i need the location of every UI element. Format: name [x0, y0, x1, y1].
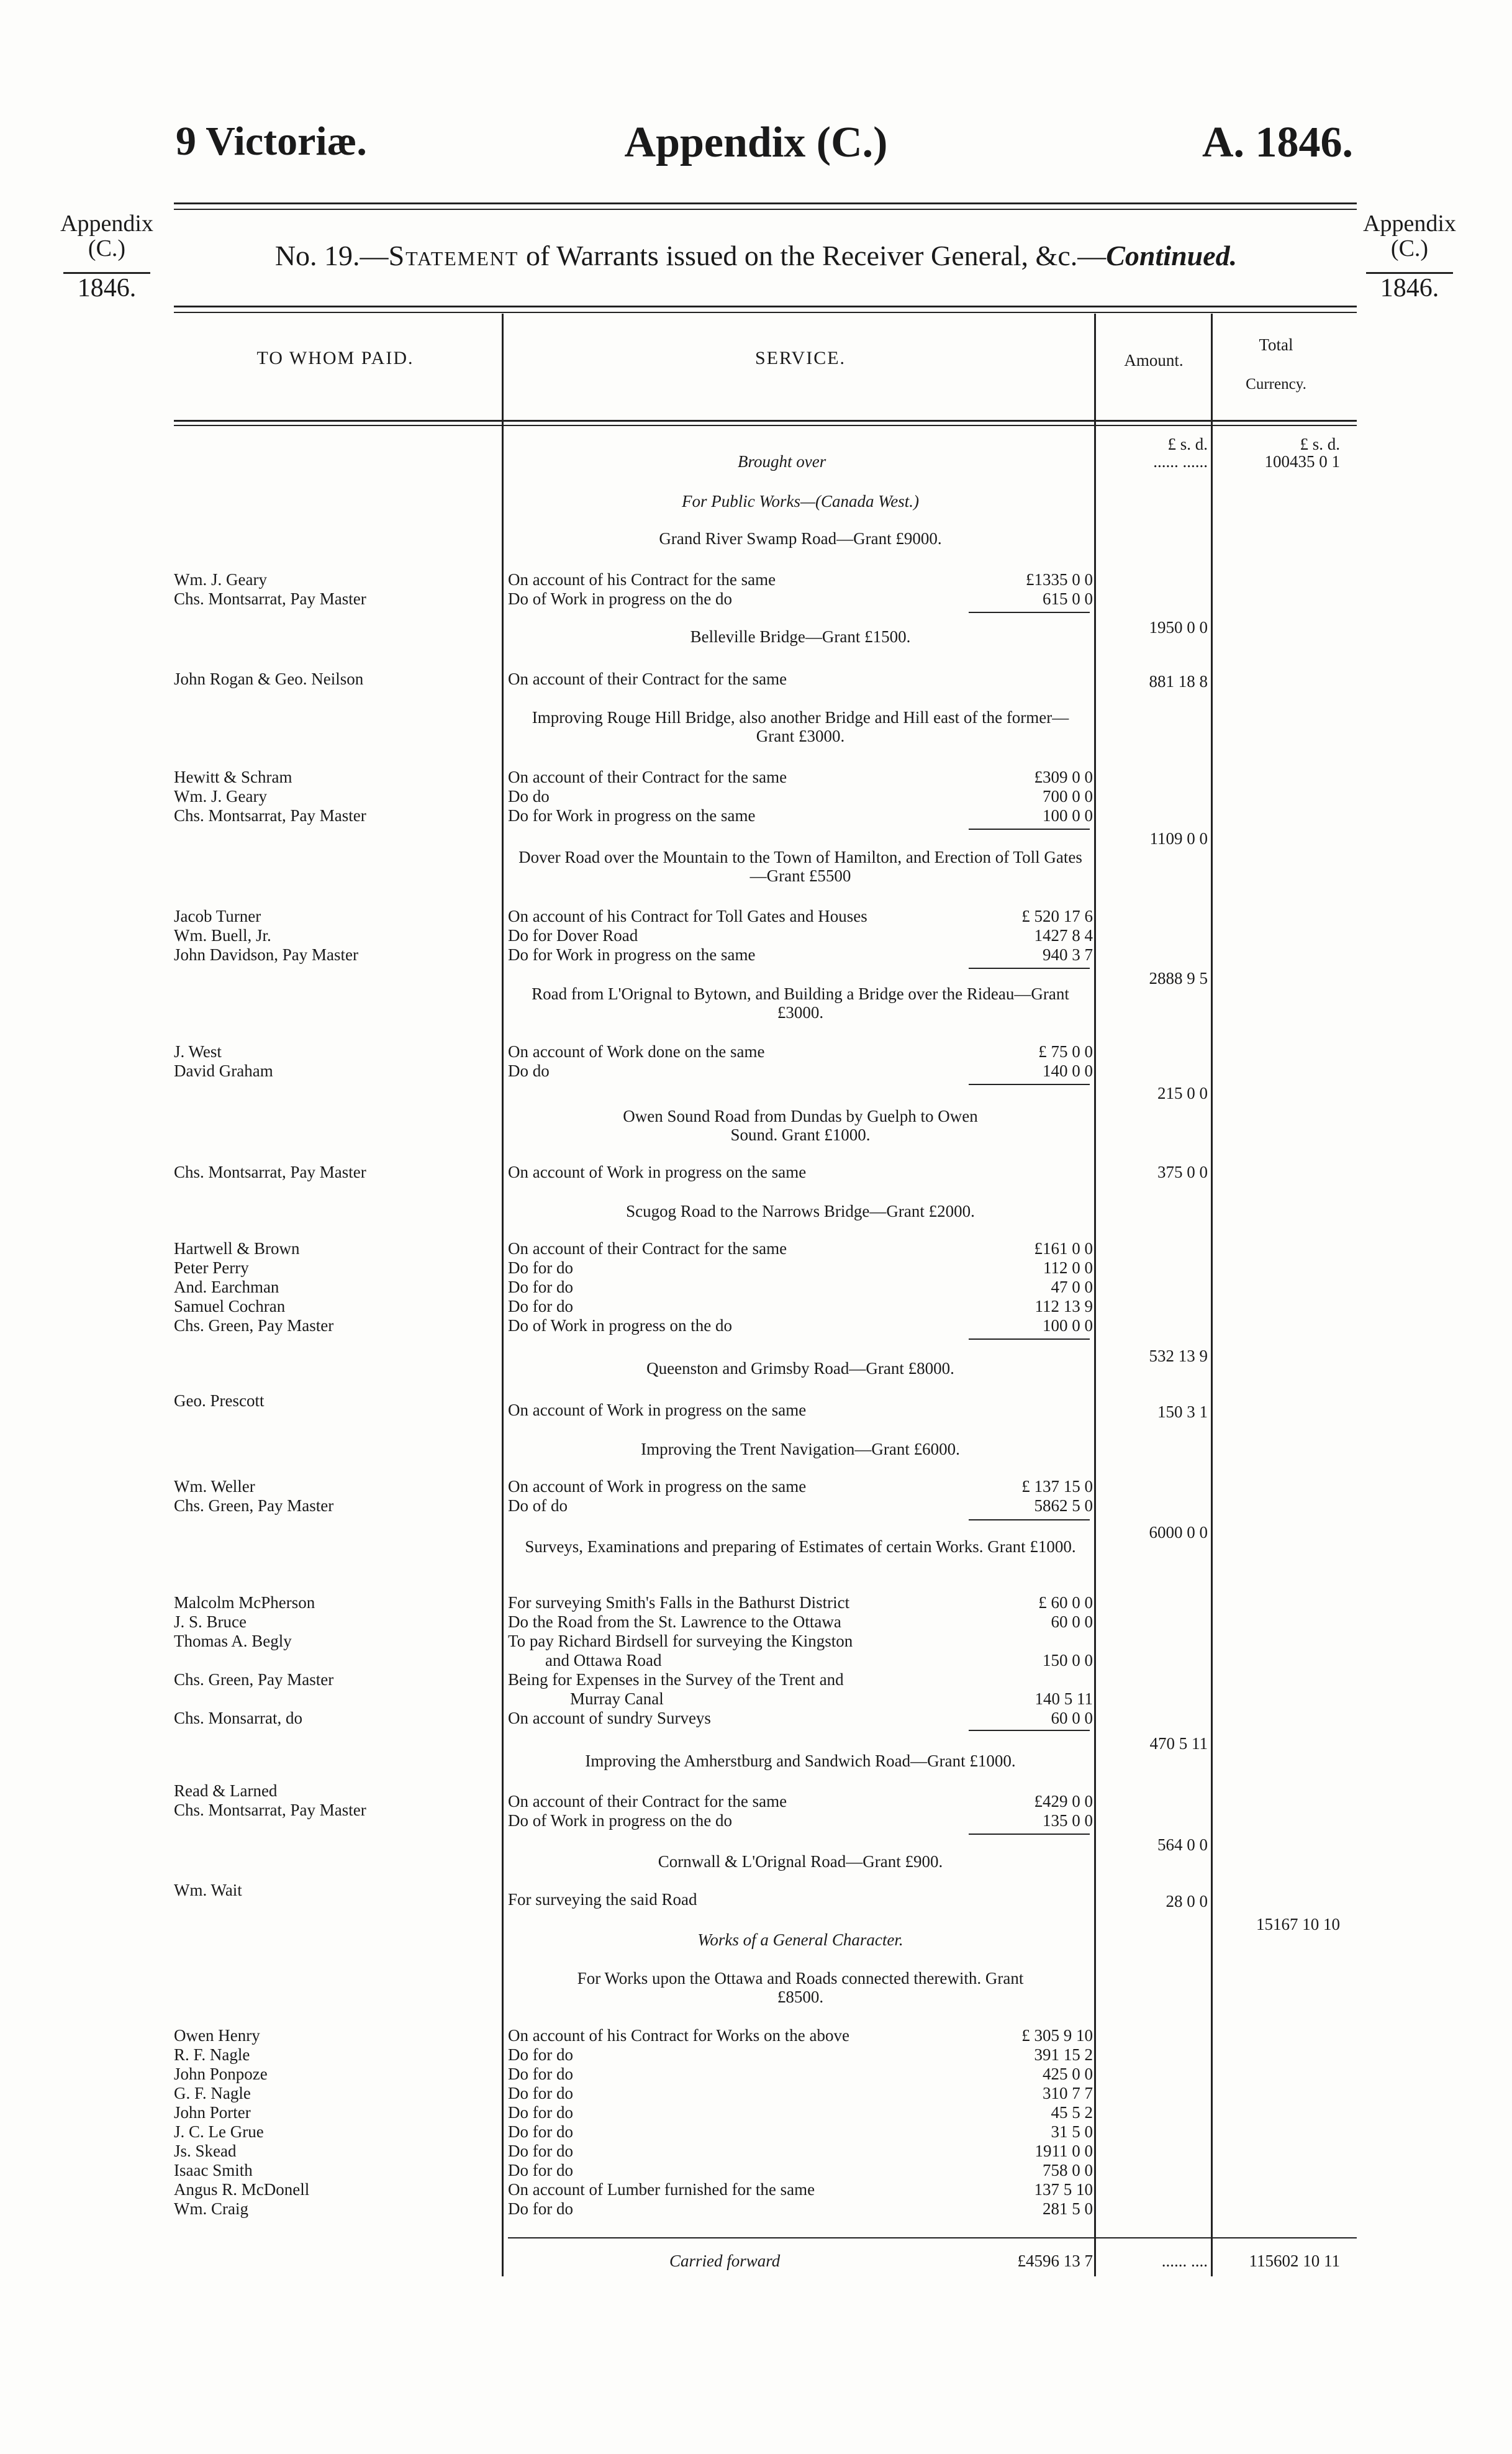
subtotal-rule	[969, 1338, 1090, 1340]
subtotal-rule	[969, 968, 1090, 969]
lorignal-title: Road from L'Orignal to Bytown, and Building a Bridge over the Rideau—Grant £3000.	[532, 984, 1069, 1022]
brought-over-total: 100435 0 1	[1264, 452, 1340, 471]
subtotal-rule	[969, 1834, 1090, 1835]
payee: Thomas A. Begly	[174, 1632, 292, 1650]
scugog-payees	[174, 1239, 497, 1335]
service-value: £429 0 0	[1034, 1792, 1093, 1811]
trent-amount: 6000 0 0	[1149, 1523, 1208, 1542]
belleville-amount: 881 18 8	[1149, 672, 1208, 691]
lorignal-amount: 215 0 0	[1157, 1084, 1208, 1102]
service-text: Do for do	[508, 2122, 573, 2141]
service-text: On account of their Contract for the same	[508, 768, 787, 786]
service-value: 140 0 0	[1043, 1061, 1093, 1080]
subtotal-rule	[969, 612, 1090, 613]
service-value: 137 5 10	[1034, 2180, 1093, 2199]
service-text: Do for do	[508, 2084, 573, 2102]
public-works-total: 15167 10 10	[1256, 1915, 1340, 1934]
queenston-line: On account of Work in progress on the same	[508, 1401, 807, 1419]
header-rule2	[174, 425, 1357, 426]
service-value: 112 0 0	[1043, 1258, 1093, 1277]
service-value: 47 0 0	[1051, 1278, 1093, 1296]
surveys-payees	[174, 1593, 497, 1728]
service-text: On account of his Contract for Works on the above	[508, 2026, 849, 2045]
trent-title: Improving the Trent Navigation—Grant £6000.	[641, 1440, 960, 1458]
surveys-title: Surveys, Examinations and preparing of Estimates of certain Works. Grant £1000.	[525, 1537, 1076, 1556]
service-text: On account of their Contract for the same	[508, 1792, 787, 1811]
payee	[174, 1689, 497, 1709]
payee: Wm. J. Geary	[174, 570, 267, 589]
grand-river-lines	[508, 570, 1093, 609]
amherstburg-lines	[508, 1792, 1093, 1830]
service-value: 100 0 0	[1043, 1316, 1093, 1335]
service-text: Do the Road from the St. Lawrence to the Ottawa	[508, 1612, 841, 1631]
side-left-line1: Appendix	[60, 211, 153, 237]
header-appendix: Appendix (C.)	[624, 119, 888, 166]
service-text: On account of his Contract for the same	[508, 570, 776, 589]
service-value: 45 5 2	[1051, 2103, 1093, 2122]
service-value: 31 5 0	[1051, 2122, 1093, 2141]
service-value: £ 305 9 10	[1021, 2026, 1093, 2045]
rouge-amount: 1109 0 0	[1149, 829, 1208, 848]
cornwall-title: Cornwall & L'Orignal Road—Grant £900.	[658, 1852, 943, 1871]
service-text: Do for Dover Road	[508, 926, 638, 945]
service-text: Do for do	[508, 2199, 573, 2218]
payee: G. F. Nagle	[174, 2084, 251, 2102]
payee	[174, 1651, 497, 1670]
scugog-title: Scugog Road to the Narrows Bridge—Grant £2000.	[626, 1202, 975, 1220]
service-text: Do for do	[508, 2103, 573, 2122]
col-head-total-2: Currency.	[1246, 376, 1306, 393]
trent-lines	[508, 1477, 1093, 1516]
service-text: Do for Work in progress on the same	[508, 945, 756, 964]
cornwall-payee: Wm. Wait	[174, 1881, 242, 1899]
side-left-year: 1846.	[77, 274, 137, 302]
header-session: 9 Victoriæ.	[176, 119, 367, 164]
payee: Chs. Monsarrat, do	[174, 1709, 302, 1727]
grand-river-title: Grand River Swamp Road—Grant £9000.	[659, 529, 942, 548]
payee: John Davidson, Pay Master	[174, 945, 358, 964]
service-value: 700 0 0	[1043, 787, 1093, 806]
rouge-payees	[174, 768, 497, 825]
service-value: 391 15 2	[1034, 2045, 1093, 2064]
service-text: Murray Canal	[570, 1689, 664, 1708]
payee: David Graham	[174, 1061, 273, 1080]
side-right-year: 1846.	[1380, 274, 1439, 302]
payee: Isaac Smith	[174, 2161, 253, 2179]
header-rule	[174, 420, 1357, 422]
section-general-works: Works of a General Character.	[697, 1930, 903, 1949]
carried-rule	[508, 2237, 1357, 2238]
service-text: Do do	[508, 1061, 550, 1080]
service-value: £ 137 15 0	[1021, 1477, 1093, 1496]
payee: Wm. J. Geary	[174, 787, 267, 806]
amherstburg-title: Improving the Amherstburg and Sandwich Road—Grant £1000.	[585, 1752, 1016, 1770]
scugog-lines	[508, 1239, 1093, 1335]
side-right-line2: (C.)	[1390, 235, 1429, 261]
payee: Wm. Craig	[174, 2199, 248, 2218]
service-value: 135 0 0	[1043, 1811, 1093, 1830]
service-value: 1427 8 4	[1034, 926, 1093, 945]
payee: Hewitt & Schram	[174, 768, 292, 786]
carried-forward-amount: ...... ....	[1161, 2252, 1208, 2270]
service-value: £161 0 0	[1034, 1239, 1093, 1258]
payee: Angus R. McDonell	[174, 2180, 310, 2199]
grand-river-payees	[174, 570, 497, 609]
header-year: A. 1846.	[1202, 119, 1353, 166]
subtotal-rule	[969, 829, 1090, 830]
payee: J. West	[174, 1042, 222, 1061]
title-main: of Warrants issued on the Receiver General, &c.—	[518, 240, 1107, 271]
payee: Hartwell & Brown	[174, 1239, 300, 1258]
service-value: 100 0 0	[1043, 806, 1093, 825]
service-text: On account of his Contract for Toll Gates and Houses	[508, 907, 867, 925]
service-value	[969, 1632, 1093, 1651]
service-text: On account of Work in progress on the same	[508, 1477, 807, 1496]
service-value: £309 0 0	[1034, 768, 1093, 786]
queenston-amount: 150 3 1	[1157, 1402, 1208, 1421]
lorignal-payees	[174, 1042, 497, 1081]
service-text: Do for do	[508, 2161, 573, 2179]
payee: Jacob Turner	[174, 907, 261, 925]
service-text: To pay Richard Birdsell for surveying the Kingston	[508, 1632, 853, 1650]
payee: Owen Henry	[174, 2026, 260, 2045]
owen-sound-payee: Chs. Montsarrat, Pay Master	[174, 1163, 366, 1181]
service-value: 758 0 0	[1043, 2161, 1093, 2179]
queenston-payee: Geo. Prescott	[174, 1391, 265, 1410]
payee: J. C. Le Grue	[174, 2122, 264, 2141]
section-public-works: For Public Works—(Canada West.)	[682, 492, 919, 511]
service-text: On account of their Contract for the same	[508, 1239, 787, 1258]
payee: Chs. Montsarrat, Pay Master	[174, 589, 366, 608]
carried-forward-total: 115602 10 11	[1249, 2252, 1340, 2270]
brought-over-label: Brought over	[738, 452, 826, 471]
statement-title	[0, 239, 1512, 272]
service-value: 60 0 0	[1051, 1612, 1093, 1631]
service-text: Do for do	[508, 2142, 573, 2160]
title-rule-top2	[174, 209, 1357, 210]
service-text: Do for do	[508, 1297, 573, 1316]
carried-forward-label: Carried forward	[669, 2252, 781, 2270]
service-text: Do of do	[508, 1496, 568, 1515]
service-value: 112 13 9	[1034, 1297, 1093, 1316]
side-right-line1: Appendix	[1363, 211, 1456, 237]
title-prefix: No. 19.—	[274, 240, 389, 271]
title-rule-bottom2	[174, 312, 1357, 313]
payee: Read & Larned	[174, 1781, 278, 1800]
col-line-3	[1211, 314, 1213, 2276]
lsd-amount: £ s. d.	[1167, 435, 1208, 453]
subtotal-rule	[969, 1084, 1090, 1085]
grand-river-amount: 1950 0 0	[1149, 618, 1208, 637]
owen-sound-amount: 375 0 0	[1157, 1163, 1208, 1181]
service-value: 425 0 0	[1043, 2065, 1093, 2083]
belleville-payee: John Rogan & Geo. Neilson	[174, 670, 364, 688]
service-text: On account of Lumber furnished for the same	[508, 2180, 815, 2199]
payee: J. S. Bruce	[174, 1612, 247, 1631]
queenston-title: Queenston and Grimsby Road—Grant £8000.	[646, 1359, 954, 1378]
payee: Chs. Green, Pay Master	[174, 1670, 334, 1689]
lsd-total: £ s. d.	[1300, 435, 1340, 453]
dover-amount: 2888 9 5	[1149, 969, 1208, 988]
service-value: 60 0 0	[1051, 1709, 1093, 1727]
carried-forward-row	[508, 2252, 1093, 2271]
scugog-amount: 532 13 9	[1149, 1347, 1208, 1365]
title-rule-bottom	[174, 306, 1357, 307]
lorignal-lines	[508, 1042, 1093, 1081]
amherstburg-payees	[174, 1781, 497, 1820]
side-right-bracket	[1366, 272, 1453, 274]
col-line-1	[502, 314, 504, 2276]
title-caps: Statement	[388, 240, 519, 271]
service-text: Do for do	[508, 2045, 573, 2064]
trent-payees	[174, 1477, 497, 1516]
payee: Wm. Buell, Jr.	[174, 926, 271, 945]
dover-payees	[174, 907, 497, 965]
service-value: £1335 0 0	[1026, 570, 1093, 589]
rouge-title: Improving Rouge Hill Bridge, also another Bridge and Hill east of the former—Grant £3000.	[532, 708, 1069, 745]
service-text: Do of Work in progress on the do	[508, 589, 733, 608]
service-text: Do of Work in progress on the do	[508, 1811, 733, 1830]
payee: Js. Skead	[174, 2142, 237, 2160]
service-text: Being for Expenses in the Survey of the Trent and	[508, 1670, 844, 1689]
title-continued: Continued.	[1106, 240, 1238, 271]
payee: Chs. Green, Pay Master	[174, 1316, 334, 1335]
ottawa-lines	[508, 2026, 1093, 2219]
payee: And. Earchman	[174, 1278, 279, 1296]
side-left-bracket	[63, 272, 150, 274]
service-value	[969, 1670, 1093, 1689]
col-line-2	[1094, 314, 1096, 2276]
col-head-service: SERVICE.	[754, 348, 846, 368]
ottawa-title: For Works upon the Ottawa and Roads connected therewith. Grant £8500.	[577, 1969, 1024, 2006]
payee: John Ponpoze	[174, 2065, 268, 2083]
brought-over-row	[508, 452, 1093, 471]
payee: Samuel Cochran	[174, 1297, 286, 1316]
payee: Chs. Montsarrat, Pay Master	[174, 1801, 366, 1819]
rouge-lines	[508, 768, 1093, 825]
owen-sound-line: On account of Work in progress on the same	[508, 1163, 807, 1181]
service-value: £ 60 0 0	[1038, 1593, 1093, 1612]
service-value: 140 5 11	[1034, 1689, 1093, 1708]
service-text: On account of Work done on the same	[508, 1042, 765, 1061]
payee: Peter Perry	[174, 1258, 249, 1277]
col-head-amount: Amount.	[1124, 351, 1184, 370]
service-text: On account of sundry Surveys	[508, 1709, 711, 1727]
dover-title: Dover Road over the Mountain to the Town of Hamilton, and Erection of Toll Gates—Grant £5500	[518, 848, 1082, 885]
service-value: 940 3 7	[1043, 945, 1093, 964]
service-value: 615 0 0	[1043, 589, 1093, 608]
surveys-amount: 470 5 11	[1149, 1734, 1208, 1753]
belleville-title: Belleville Bridge—Grant £1500.	[690, 627, 911, 646]
service-text: Do for do	[508, 2065, 573, 2083]
service-value: £ 520 17 6	[1021, 907, 1093, 925]
service-value: 5862 5 0	[1034, 1496, 1093, 1515]
cornwall-line: For surveying the said Road	[508, 1890, 697, 1909]
carried-forward-value: £4596 13 7	[1017, 2252, 1093, 2270]
col-head-total-1: Total	[1259, 335, 1293, 354]
side-left-line2: (C.)	[88, 235, 126, 261]
subtotal-rule	[969, 1519, 1090, 1520]
service-text: For surveying Smith's Falls in the Bathurst District	[508, 1593, 850, 1612]
ottawa-payees	[174, 2026, 497, 2219]
service-value: 1911 0 0	[1034, 2142, 1093, 2160]
amherstburg-amount: 564 0 0	[1157, 1835, 1208, 1854]
service-text: Do for do	[508, 1278, 573, 1296]
payee: Wm. Weller	[174, 1477, 255, 1496]
owen-sound-title: Owen Sound Road from Dundas by Guelph to Owen Sound. Grant £1000.	[623, 1107, 978, 1144]
brought-over-amount: ...... ......	[1153, 452, 1208, 471]
service-text: Do do	[508, 787, 550, 806]
belleville-line: On account of their Contract for the same	[508, 670, 787, 688]
service-text: and Ottawa Road	[545, 1651, 662, 1670]
payee: Chs. Montsarrat, Pay Master	[174, 806, 366, 825]
payee: Chs. Green, Pay Master	[174, 1496, 334, 1515]
dover-lines	[508, 907, 1093, 965]
service-value: 310 7 7	[1043, 2084, 1093, 2102]
service-value: £ 75 0 0	[1038, 1042, 1093, 1061]
col-head-paid: TO WHOM PAID.	[256, 348, 414, 368]
surveys-lines	[508, 1593, 1093, 1728]
service-text: Do of Work in progress on the do	[508, 1316, 733, 1335]
title-rule-top	[174, 202, 1357, 204]
service-text: Do for do	[508, 1258, 573, 1277]
service-value: 281 5 0	[1043, 2199, 1093, 2218]
payee: R. F. Nagle	[174, 2045, 250, 2064]
payee: Malcolm McPherson	[174, 1593, 315, 1612]
cornwall-amount: 28 0 0	[1166, 1892, 1208, 1911]
payee: John Porter	[174, 2103, 251, 2122]
subtotal-rule	[969, 1730, 1090, 1731]
service-value: 150 0 0	[1043, 1651, 1093, 1670]
service-text: Do for Work in progress on the same	[508, 806, 756, 825]
